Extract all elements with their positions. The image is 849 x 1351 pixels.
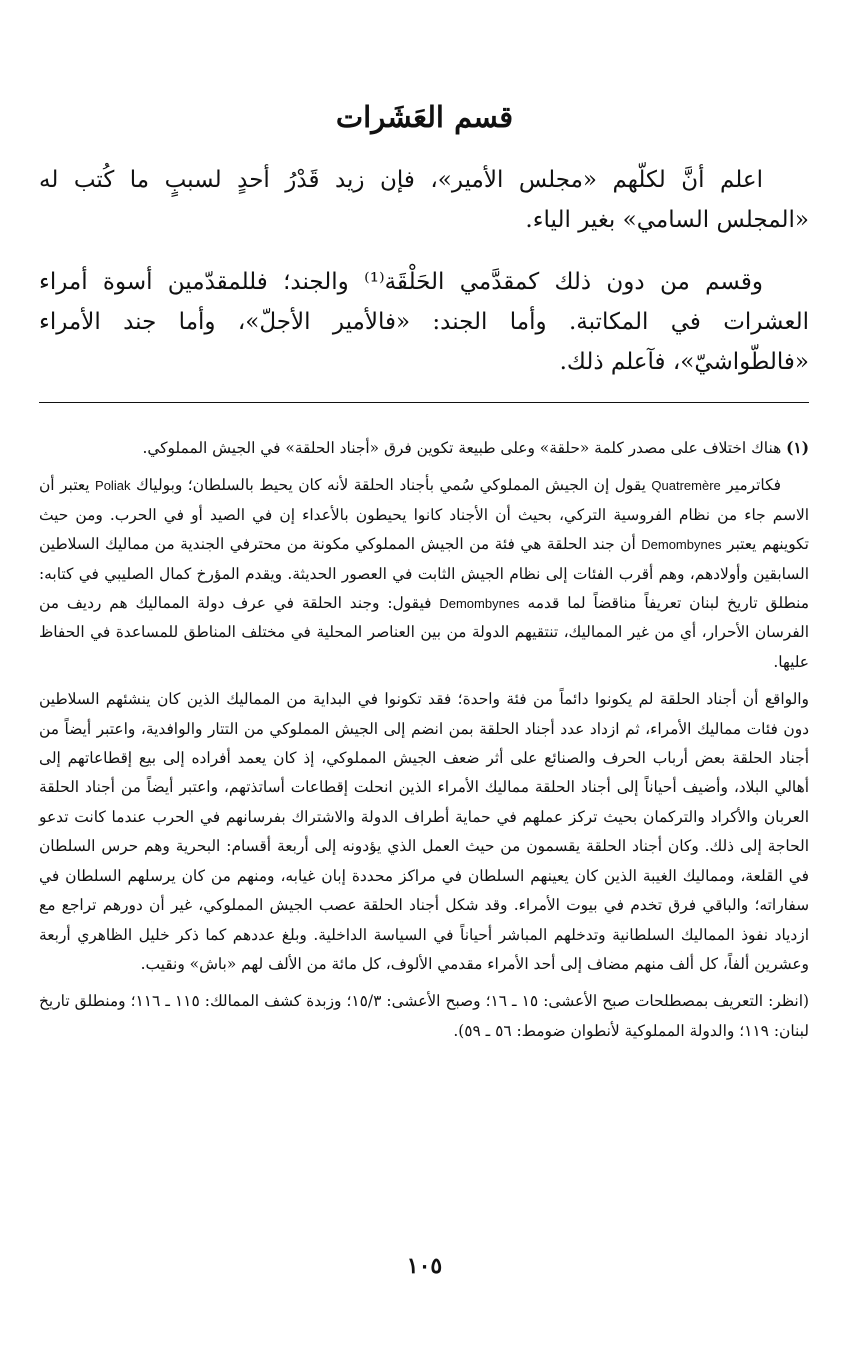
footnote-text-part: فيقول: وجند الحلقة في عرف دولة المماليك هم رديف من الفرسان الأحرار، أي من غير المماليك، تنتقيهم الدولة من بين العناصر المحلية في مختلف المناطق للمساعدة في الحفاظ عليها. xyxy=(39,594,809,671)
footnotes xyxy=(39,434,809,1054)
footnote-separator xyxy=(39,402,809,403)
latin-name: Poliak xyxy=(95,478,131,494)
paragraph-2: وقسم من دون ذلك كمقدَّمي الحَلْقَة⁽¹⁾ والجند؛ فللمقدّمين أسوة أمراء العشرات في المكاتبة. وأما الجند: «فالأمير الأجلّ»، وأما جند الأمراء «فالطّواشيّ»، فآعلم ذلك. xyxy=(39,269,809,375)
latin-name: Demombynes xyxy=(641,537,722,553)
footnote-references: (انظر: التعريف بمصطلحات صبح الأعشى: ١٥ ـ ١٦؛ وصبح الأعشى: ١٥/٣؛ وزبدة كشف الممالك: ١١٥ ـ ١١٦؛ ومنطلق تاريخ لبنان: ١١٩؛ والدولة المملوكية لأنطوان ضومط: ٥٦ ـ ٥٩). xyxy=(39,992,809,1040)
footnote-text-part: فكاترمير xyxy=(726,476,781,495)
paragraph-1: اعلم أنَّ لكلّهم «مجلس الأمير»، فإن زيد قَدْرُ أحدٍ لسببٍ ما كُتب له «المجلس السامي» بغير الياء. xyxy=(39,167,809,233)
page-number: ١٠٥ xyxy=(406,1253,443,1279)
footnote-paragraph-2 xyxy=(39,471,809,677)
section-title: قسم العَشَرات xyxy=(335,100,514,134)
latin-name: Quatremère xyxy=(651,478,721,494)
footnote-marker: (١) xyxy=(786,439,809,457)
latin-name: Demombynes xyxy=(439,596,520,612)
footnote-1-text: هناك اختلاف على مصدر كلمة «حلقة» وعلى طبيعة تكوين فرق «أجناد الحلقة» في الجيش المملوكي. xyxy=(142,439,782,457)
footnote-paragraph-3: والواقع أن أجناد الحلقة لم يكونوا دائماً من فئة واحدة؛ فقد تكونوا في البداية من المماليك الذين كان ينشئهم السلاطين دون فئات مماليك الأمراء، ثم ازداد عدد أجناد الحلقة بمن انضم إلى الجيش المملوكي من التتار والوافدية، واعتبر أيضاً من أجناد الحلقة بعض أرباب الحرف والصنائع على أثر ضعف الجيش المملوكي، إذ كان يعمد أفراده إلى بيع إقطاعاتهم إلى أهالي البلاد، وأضيف أحياناً إلى أجناد الحلقة مماليك الأمراء الذين انحلت إقطاعات أساتذتهم، واعتبر أيضاً من أجناد الحلقة العربان والأكراد والتركمان بحيث تركز عملهم في حماية أطراف الدولة والاشتراك بفرسانهم في الحرب عندما كانت تدعو الحاجة إلى ذلك. وكان أجناد الحلقة يقسمون من حيث العمل الذي يؤدونه إلى أربعة أقسام: البحرية وهم حرس السلطان في القلعة، ومماليك الغيبة الذين كان يعينهم السلطان في مراكز محددة إبان غيابه، ومنهم من كان يرسلهم السلطان في سفاراته؛ والباقي فرق تخدم في بيوت الأمراء. وقد شكل أجناد الحلقة عصب الجيش المملوكي، غير أن دورهم تراجع مع ازدياد نفوذ المماليك السلطانية وتدخلهم المباشر أحياناً في السياسة الداخلية. وبلغ عددهم كما ذكر خليل الظاهري أربعة وعشرين ألفاً، كل ألف منهم مضاف إلى أحد الأمراء مقدمي الألوف، كل مائة من الألف لهم «باش» ونقيب. xyxy=(39,690,809,973)
main-text xyxy=(39,160,809,404)
footnote-text-part: يقول إن الجيش المملوكي سُمي بأجناد الحلقة لأنه كان يحيط بالسلطان؛ وبولياك xyxy=(135,476,646,495)
footnote-1 xyxy=(39,434,809,463)
footnote-text-part: أن جند الحلقة هي فئة من الجيش المملوكي مكونة من محترفي الجندية من مماليك السلاطين السابقين وأولادهم، وهم أقرب الفئات إلى نظام الجيش الثابت في العصور الحديثة. ويقدم المؤرخ كمال الصليبي في كتابه: منطلق تاريخ لبنان تعريفاً مناقضاً لما قدمه xyxy=(39,535,809,613)
footnote-text-part: يعتبر أن الاسم جاء من نظام الفروسية التركي، بحيث أن الأجناد كانوا يحيطون بالأعداء إن في الصيد أو في الحرب. ومن حيث تكوينهم يعتبر xyxy=(39,476,809,554)
